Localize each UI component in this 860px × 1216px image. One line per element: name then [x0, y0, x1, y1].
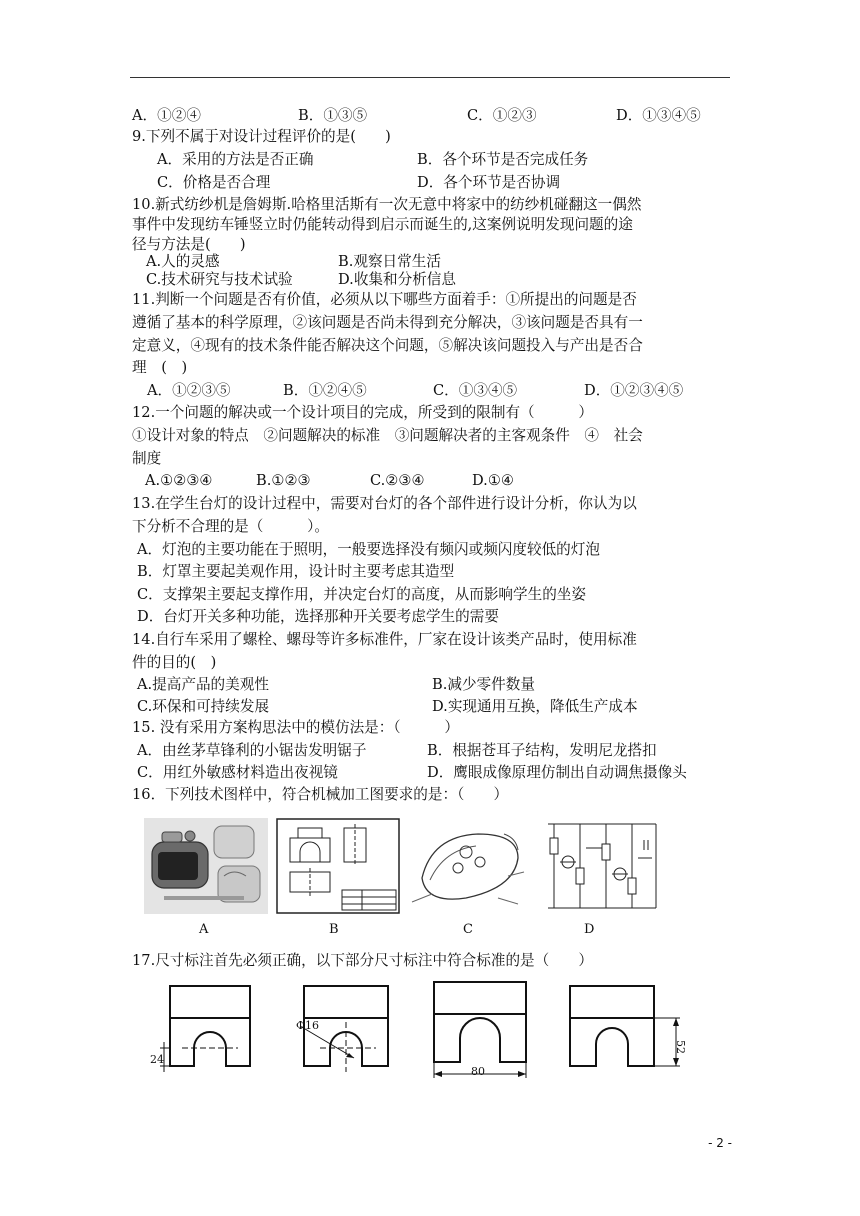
q11-stem-line: 遵循了基本的科学原理，②该问题是否尚未得到充分解决，③该问题是否具有一: [132, 314, 643, 331]
figure-d-circuit-diagram: [540, 818, 664, 914]
q13-option-d: D．台灯开关多种功能，选择那种开关要考虑学生的需要: [137, 608, 499, 625]
q14-option-c: C.环保和可持续发展: [137, 698, 270, 715]
q10-option-b: B.观察日常生活: [338, 253, 441, 270]
q10-stem-line: 10.新式纺纱机是詹姆斯.哈格里活斯有一次无意中将家中的纺纱机碰翻这一偶然: [132, 196, 642, 213]
q13-option-a: A．灯泡的主要功能在于照明，一般要选择没有频闪或频闪度较低的灯泡: [137, 541, 600, 558]
figure-c-sketch: [408, 818, 532, 914]
figure-a-product-photo: [144, 818, 268, 914]
q17-drawing-a: [146, 982, 266, 1072]
figure-a-caption: A: [199, 922, 209, 937]
q12-option-a: A.①②③④: [145, 472, 213, 489]
q9-stem: 9.下列不属于对设计过程评价的是( ): [132, 128, 391, 145]
q17-dim-80: 80: [471, 1065, 485, 1078]
q14-option-b: B.减少零件数量: [432, 676, 535, 693]
q15-option-d: D．鹰眼成像原理仿制出自动调焦摄像头: [427, 764, 687, 781]
q12-stem-line: 制度: [132, 450, 162, 467]
q13-stem-line: 下分析不合理的是（ ）。: [132, 518, 330, 535]
q9-option-d: D．各个环节是否协调: [417, 174, 561, 191]
q13-option-b: B．灯罩主要起美观作用，设计时主要考虑其造型: [137, 563, 455, 580]
figure-b-caption: B: [329, 922, 339, 937]
header-rule: [130, 77, 730, 78]
q14-stem-line: 14.自行车采用了螺栓、螺母等许多标准件，厂家在设计该类产品时，使用标准: [132, 631, 637, 648]
q15-option-c: C．用红外敏感材料造出夜视镜: [137, 764, 338, 781]
page-number: - 2 -: [708, 1136, 732, 1150]
q17-stem: 17.尺寸标注首先必须正确，以下部分尺寸标注中符合标准的是（ ）: [132, 952, 594, 969]
q11-stem-line: 11.判断一个问题是否有价值，必须从以下哪些方面着手：①所提出的问题是否: [132, 291, 637, 308]
figure-d-caption: D: [584, 922, 595, 937]
q11-option-c: C．①③④⑤: [433, 382, 518, 399]
q17-dim-24: 24: [150, 1053, 164, 1066]
q9-option-b: B．各个环节是否完成任务: [417, 151, 589, 168]
q15-option-b: B．根据苍耳子结构，发明尼龙搭扣: [427, 742, 657, 759]
q13-option-c: C．支撑架主要起支撑作用，并决定台灯的高度，从而影响学生的坐姿: [137, 586, 586, 603]
q10-stem-line: 事件中发现纺车锤竖立时仍能转动得到启示而诞生的,这案例说明发现问题的途: [132, 216, 633, 233]
q9-option-a: A．采用的方法是否正确: [157, 151, 314, 168]
q10-option-d: D.收集和分析信息: [338, 271, 456, 288]
q9-option-c: C．价格是否合理: [157, 174, 271, 191]
q14-option-d: D.实现通用互换，降低生产成本: [432, 698, 638, 715]
q11-option-d: D．①②③④⑤: [584, 382, 684, 399]
q10-option-a: A.人的灵感: [146, 253, 220, 270]
q11-stem-line: 理 ( ): [132, 359, 188, 376]
q15-option-a: A．由丝茅草锋利的小锯齿发明锯子: [137, 742, 367, 759]
q17-dim-phi16: Φ16: [296, 1019, 320, 1032]
q11-option-a: A．①②③⑤: [147, 382, 231, 399]
q11-option-b: B．①②④⑤: [283, 382, 367, 399]
q8-option-b: B．①③⑤: [298, 107, 368, 124]
q8-option-c: C．①②③: [467, 107, 537, 124]
q11-stem-line: 定意义，④现有的技术条件能否解决这个问题，⑤解决该问题投入与产出是否合: [132, 337, 643, 354]
q15-stem: 15. 没有采用方案构思法中的模仿法是：（ ）: [132, 719, 460, 736]
q12-stem-line: 12.一个问题的解决或一个设计项目的完成，所受到的限制有（ ）: [132, 404, 594, 421]
q16-stem: 16．下列技术图样中，符合机械加工图要求的是：（ ）: [132, 786, 509, 803]
q17-dim-52: 52: [674, 1040, 687, 1054]
q10-stem-line: 径与方法是( ): [132, 236, 246, 253]
q14-option-a: A.提高产品的美观性: [137, 676, 269, 693]
q8-option-d: D．①③④⑤: [616, 107, 701, 124]
q10-option-c: C.技术研究与技术试验: [146, 271, 293, 288]
q14-stem-line: 件的目的( ): [132, 654, 217, 671]
q8-option-a: A．①②④: [132, 107, 201, 124]
q12-option-c: C.②③④: [370, 472, 425, 489]
q12-stem-line: ①设计对象的特点 ②问题解决的标准 ③问题解决者的主客观条件 ④ 社会: [132, 427, 643, 444]
figure-b-engineering-drawing: [276, 818, 400, 914]
q17-drawing-d: [560, 982, 690, 1074]
figure-c-caption: C: [463, 922, 473, 937]
q13-stem-line: 13.在学生台灯的设计过程中，需要对台灯的各个部件进行设计分析，你认为以: [132, 495, 637, 512]
q12-option-b: B.①②③: [256, 472, 311, 489]
q12-option-d: D.①④: [472, 472, 514, 489]
